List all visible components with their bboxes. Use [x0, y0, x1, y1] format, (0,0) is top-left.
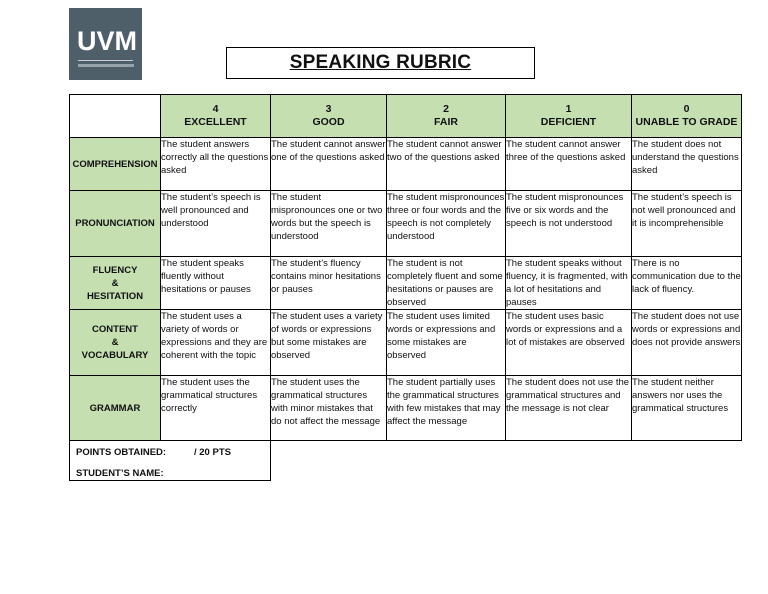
descriptor-cell: The student mispronounces one or two words but the speech is understood — [271, 191, 387, 257]
descriptor-cell: The student speaks without fluency, it is fragmented, with a lot of hesitations and pauses — [506, 257, 632, 310]
descriptor-cell: The student uses basic words or expressions and a lot of mistakes are observed — [506, 310, 632, 376]
table-row — [70, 376, 742, 441]
header-corner — [70, 95, 161, 138]
level-header: 3 GOOD — [271, 95, 387, 138]
level-header: 1 DEFICIENT — [506, 95, 632, 138]
descriptor-cell: The student does not use the grammatical structures and the message is not clear — [506, 376, 632, 441]
score-footer — [69, 439, 271, 481]
descriptor-cell: The student does not understand the questions asked — [632, 138, 742, 191]
rubric-table — [69, 94, 742, 441]
descriptor-cell: There is no communication due to the lack of fluency. — [632, 257, 742, 310]
table-row — [70, 257, 742, 310]
descriptor-cell: The student speaks fluently without hesitations or pauses — [161, 257, 271, 310]
level-header: 2 FAIR — [387, 95, 506, 138]
page-title: SPEAKING RUBRIC — [289, 52, 472, 73]
descriptor-cell: The student mispronounces three or four words and the speech is not completely understood — [387, 191, 506, 257]
points-value: / 20 PTS — [194, 447, 231, 458]
points-label: POINTS OBTAINED: — [76, 447, 167, 458]
logo-tagline-mark — [78, 64, 134, 67]
descriptor-cell: The student neither answers nor uses the grammatical structures — [632, 376, 742, 441]
logo-divider — [78, 60, 133, 61]
criterion-cell: CONTENT & VOCABULARY — [70, 310, 161, 376]
descriptor-cell: The student partially uses the grammatical structures with few mistakes that may affect the message — [387, 376, 506, 441]
descriptor-cell: The student answers correctly all the questions asked — [161, 138, 271, 191]
descriptor-cell: The student’s speech is not well pronounced and it is incomprehensible — [632, 191, 742, 257]
level-header: 0 UNABLE TO GRADE — [632, 95, 742, 138]
table-row — [70, 191, 742, 257]
descriptor-cell: The student cannot answer two of the questions asked — [387, 138, 506, 191]
criterion-cell: FLUENCY & HESITATION — [70, 257, 161, 310]
header-row — [70, 95, 742, 138]
descriptor-cell: The student uses a variety of words or expressions and they are coherent with the topic — [161, 310, 271, 376]
table-row — [70, 310, 742, 376]
criterion-cell: COMPREHENSION — [70, 138, 161, 191]
uvm-logo — [69, 8, 142, 80]
descriptor-cell: The student cannot answer three of the questions asked — [506, 138, 632, 191]
descriptor-cell: The student uses the grammatical structures correctly — [161, 376, 271, 441]
descriptor-cell: The student is not completely fluent and some hesitations or pauses are observed — [387, 257, 506, 310]
level-header: 4 EXCELLENT — [161, 95, 271, 138]
descriptor-cell: The student does not use words or expressions and does not provide answers — [632, 310, 742, 376]
logo-text: UVM — [77, 26, 137, 56]
title-box — [226, 47, 535, 79]
table-row — [70, 138, 742, 191]
descriptor-cell: The student uses the grammatical structures with minor mistakes that do not affect the message — [271, 376, 387, 441]
criterion-cell: PRONUNCIATION — [70, 191, 161, 257]
criterion-cell: GRAMMAR — [70, 376, 161, 441]
descriptor-cell: The student uses a variety of words or expressions but some mistakes are observed — [271, 310, 387, 376]
descriptor-cell: The student mispronounces five or six words and the speech is not understood — [506, 191, 632, 257]
descriptor-cell: The student’s speech is well pronounced and understood — [161, 191, 271, 257]
student-name-label: STUDENT’S NAME: — [76, 468, 164, 479]
descriptor-cell: The student cannot answer one of the questions asked — [271, 138, 387, 191]
descriptor-cell: The student’s fluency contains minor hesitations or pauses — [271, 257, 387, 310]
descriptor-cell: The student uses limited words or expressions and some mistakes are observed — [387, 310, 506, 376]
